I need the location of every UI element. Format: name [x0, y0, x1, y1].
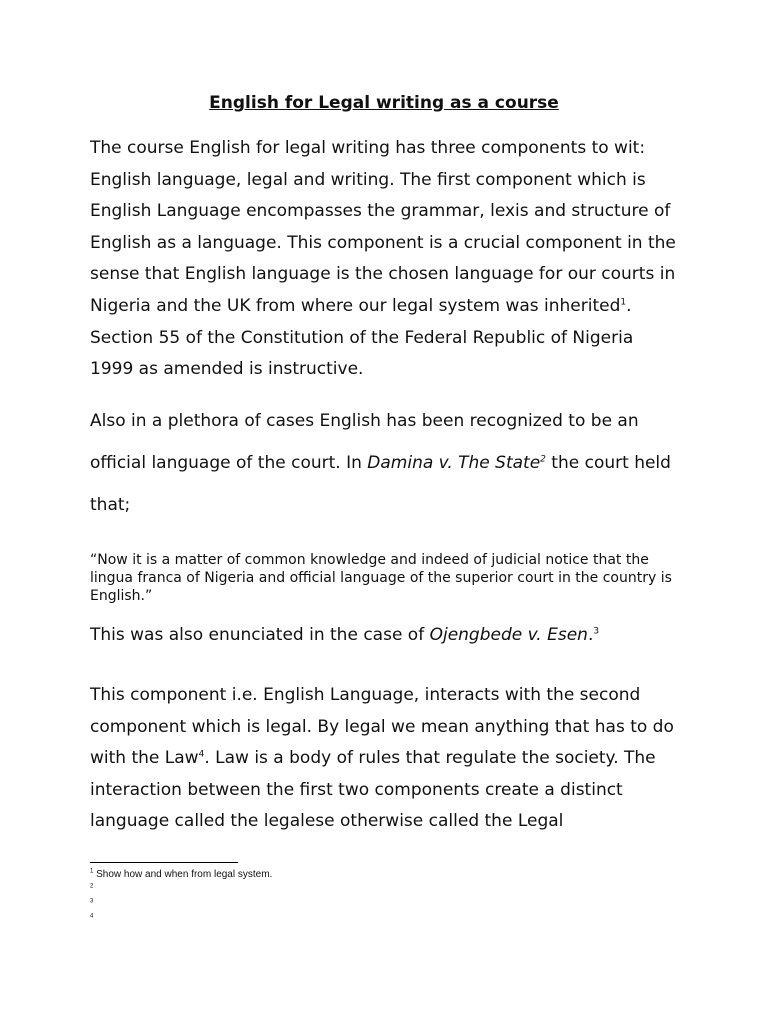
paragraph-3-text-b: . — [587, 625, 594, 645]
paragraph-1-text-b: . Section 55 of the Constitution of the Federal Republic of Nigeria 1999 as amended is instructive. — [90, 295, 634, 380]
footnote-ref-3[interactable]: 3 — [593, 626, 600, 637]
footnotes-section — [90, 867, 590, 927]
paragraph-1-text-a: The course English for legal writing has three components to wit: English language, legal and writing. The first component which is English Language encompasses the grammar, lexis and structure of English as a language. This component is a crucial component in the sense that English language is the chosen language for our courts in Nigeria and the UK from where our legal system was inherited — [90, 138, 676, 316]
paragraph-2-text-b: the court held that; — [90, 453, 671, 515]
paragraph-3 — [90, 620, 680, 651]
footnote-ref-4[interactable]: 4 — [198, 749, 205, 760]
footnote-1 — [90, 867, 590, 882]
footnote-ref-1[interactable]: 1 — [620, 297, 627, 308]
footnote-3-number: 3 — [90, 898, 94, 905]
footnote-separator — [90, 862, 238, 863]
paragraph-4-text-a: This component i.e. English Language, interacts with the second component which is legal. By legal we mean anything that has to do with the Law — [90, 685, 674, 769]
footnote-4 — [90, 912, 590, 927]
case-name-damina: Damina v. The State — [367, 453, 541, 473]
footnote-1-number: 1 — [90, 868, 94, 875]
paragraph-3-text-a: This was also enunciated in the case of — [90, 625, 430, 645]
footnote-1-text: Show how and when from legal system. — [96, 869, 273, 880]
footnote-3 — [90, 897, 590, 912]
paragraph-1 — [90, 133, 680, 386]
paragraph-4-text-b: . Law is a body of rules that regulate the society. The interaction between the first two components create a distinct language called the legalese otherwise called the Legal — [90, 748, 656, 832]
case-name-ojengbede: Ojengbede v. Esen — [429, 625, 588, 645]
paragraph-4 — [90, 680, 680, 838]
footnote-2 — [90, 882, 590, 897]
block-quote: “Now it is a matter of common knowledge and indeed of judicial notice that the lingua franca of Nigeria and official language of the superior court in the country is English.” — [90, 552, 672, 604]
footnote-ref-2[interactable]: 2 — [540, 454, 546, 465]
paragraph-2-text-a: Also in a plethora of cases English has been recognized to be an official language of the court. In — [90, 411, 639, 473]
footnote-2-number: 2 — [90, 883, 94, 890]
footnote-4-number: 4 — [90, 913, 94, 920]
document-title: English for Legal writing as a course — [209, 93, 559, 113]
paragraph-2 — [90, 400, 680, 526]
